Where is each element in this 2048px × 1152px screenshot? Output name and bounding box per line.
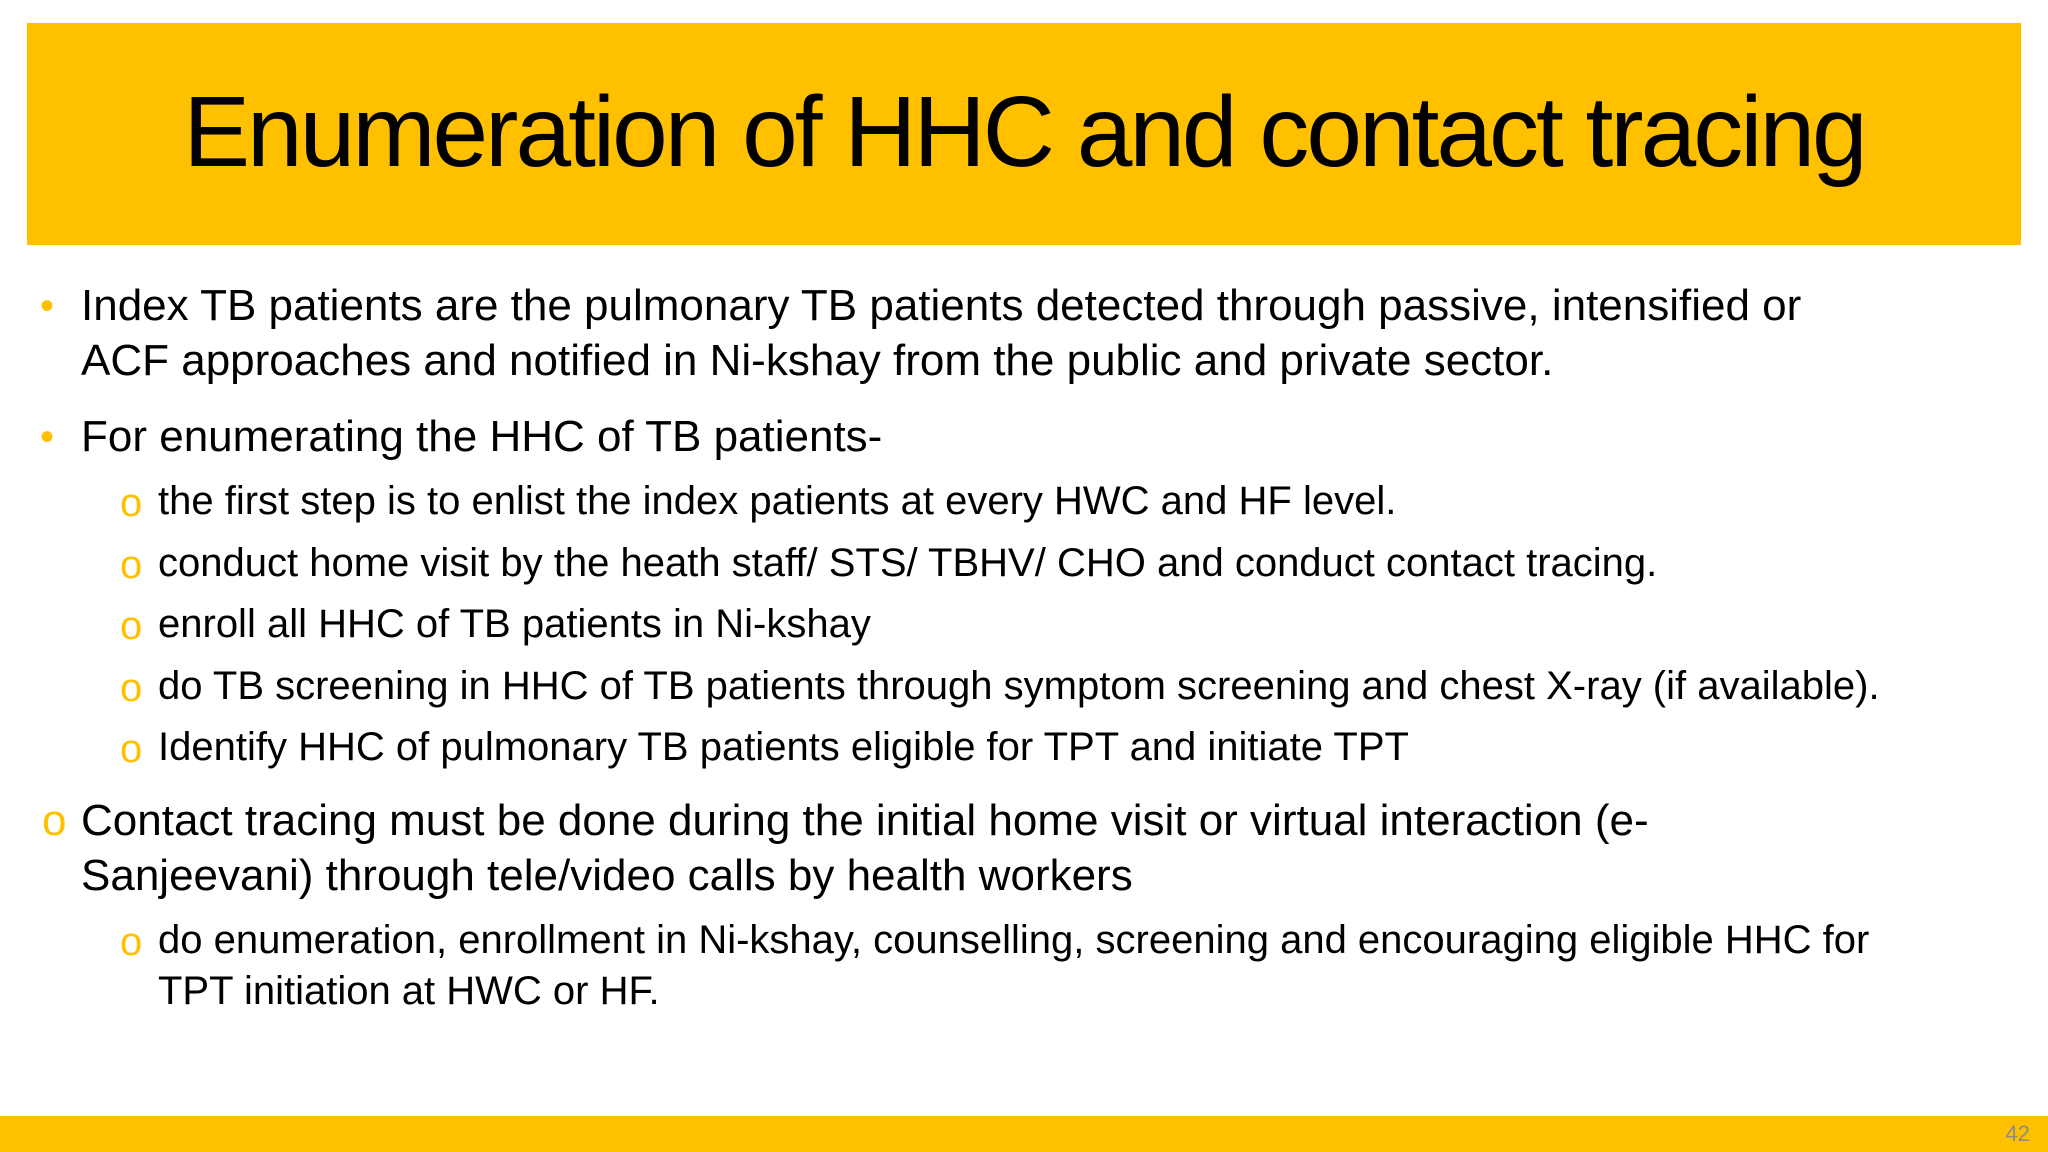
sub-bullet-3-1-line-1: do enumeration, enrollment in Ni-kshay, counselling, screening and encouraging eligible HHC for bbox=[158, 918, 1870, 962]
sub-bullet-3-1-line-2: TPT initiation at HWC or HF. bbox=[158, 969, 660, 1013]
bullet-2-line-1: For enumerating the HHC of TB patients- bbox=[81, 412, 883, 461]
sub-bullet-2-3: enroll all HHC of TB patients in Ni-kshay bbox=[158, 602, 871, 646]
bullet-3-line-2: Sanjeevani) through tele/video calls by health workers bbox=[81, 851, 1133, 900]
hollow-circle-bullet-icon: o bbox=[120, 666, 143, 710]
slide-title: Enumeration of HHC and contact tracing bbox=[183, 76, 1865, 188]
hollow-circle-bullet-icon: o bbox=[120, 481, 143, 525]
sub-bullet-2-2: conduct home visit by the heath staff/ STS/ TBHV/ CHO and conduct contact tracing. bbox=[158, 541, 1658, 585]
hollow-circle-bullet-icon: o bbox=[120, 604, 143, 648]
sub-bullet-2-4: do TB screening in HHC of TB patients through symptom screening and chest X-ray (if available). bbox=[158, 664, 1880, 708]
bullet-1-line-2: ACF approaches and notified in Ni-kshay from the public and private sector. bbox=[81, 336, 1554, 385]
bullet-3-line-1: Contact tracing must be done during the initial home visit or virtual interaction (e- bbox=[81, 796, 1649, 845]
round-bullet-icon: • bbox=[40, 415, 55, 459]
hollow-circle-bullet-icon: o bbox=[120, 920, 143, 964]
hollow-circle-bullet-icon: o bbox=[120, 543, 143, 587]
hollow-circle-bullet-icon: o bbox=[120, 727, 143, 771]
footer-bar bbox=[0, 1116, 2048, 1152]
bullet-1-line-1: Index TB patients are the pulmonary TB patients detected through passive, intensified or bbox=[81, 281, 1802, 330]
page-number: 42 bbox=[2005, 1121, 2030, 1146]
sub-bullet-2-5: Identify HHC of pulmonary TB patients eligible for TPT and initiate TPT bbox=[158, 725, 1409, 769]
sub-bullet-2-1: the first step is to enlist the index patients at every HWC and HF level. bbox=[158, 479, 1397, 523]
round-bullet-icon: • bbox=[40, 284, 55, 328]
hollow-circle-bullet-icon: o bbox=[42, 796, 67, 845]
